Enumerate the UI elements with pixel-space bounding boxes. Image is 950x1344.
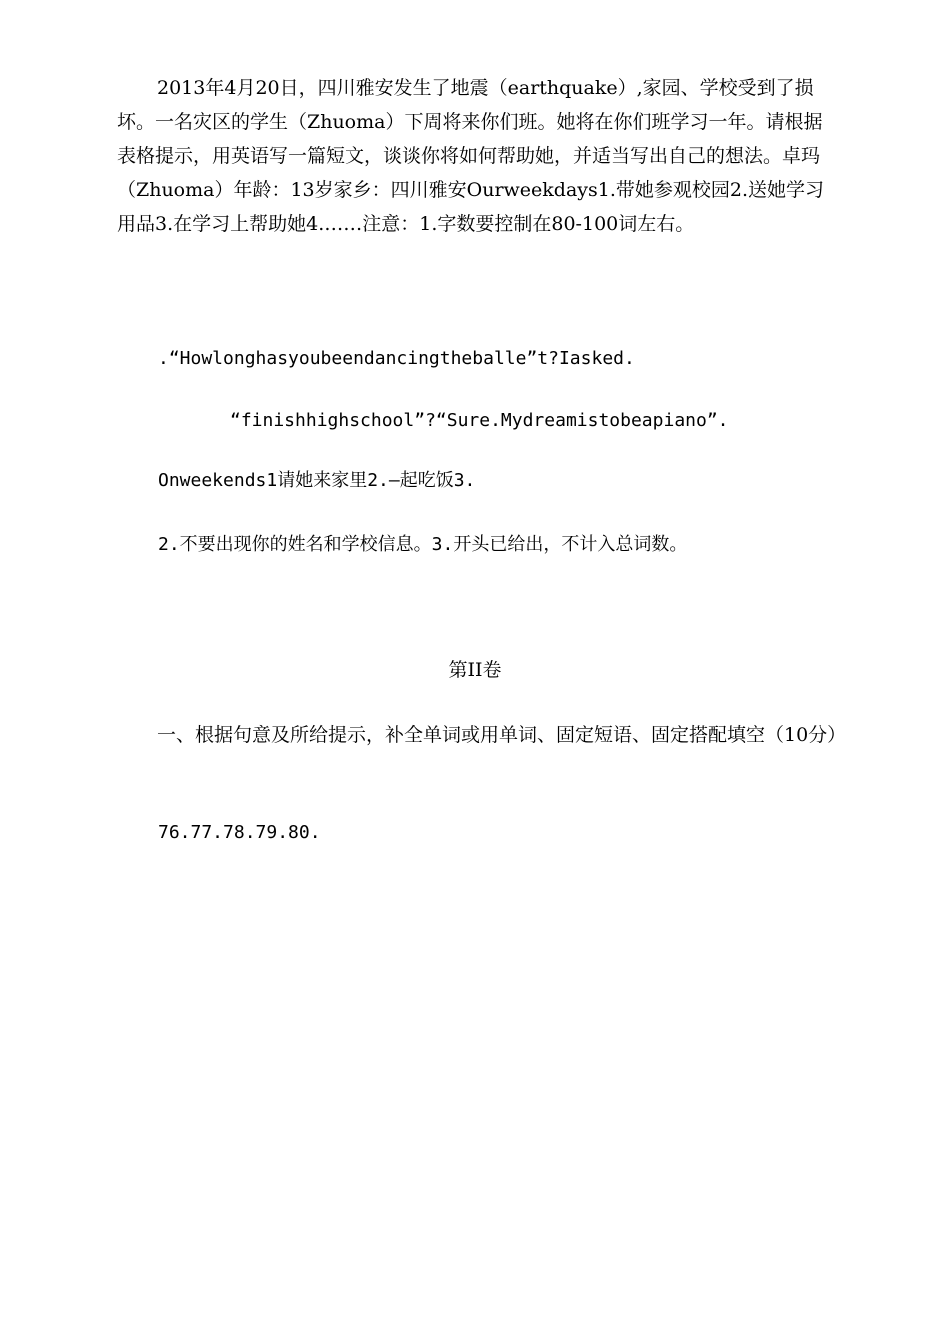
- notes-line: 2.不要出现你的姓名和学校信息。3.开头已给出，不计入总词数。: [158, 534, 688, 555]
- weekend-notes-line: Onweekends1请她来家里2.—起吃饭3.: [158, 470, 476, 491]
- section-instructions: 一、根据句意及所给提示，补全单词或用单词、固定短语、固定搭配填空（10分）: [157, 724, 847, 746]
- dialogue-line-2: “finishhighschool”?“Sure.Mydreamistobeapiano”.: [230, 410, 729, 431]
- writing-task-paragraph: 2013年4月20日，四川雅安发生了地震（earthquake）,家园、学校受到了损坏。一名灾区的学生（Zhuoma）下周将来你们班。她将在你们班学习一年。请根据表格提示，用英语写一篇短文，谈谈你将如何帮助她，并适当写出自己的想法。卓玛（Zhuoma）年龄：13岁家乡：四川雅安Ourweekdays1.带她参观校园2.送她学习用品3.在学习上帮助她4.……注意：1.字数要控制在80-100词左右。: [117, 77, 825, 235]
- dialogue-line-1: .“Howlonghasyoubeendancingtheballe”t?Iasked.: [158, 348, 635, 369]
- section-title: 第II卷: [448, 659, 502, 681]
- question-numbers: 76.77.78.79.80.: [158, 822, 321, 843]
